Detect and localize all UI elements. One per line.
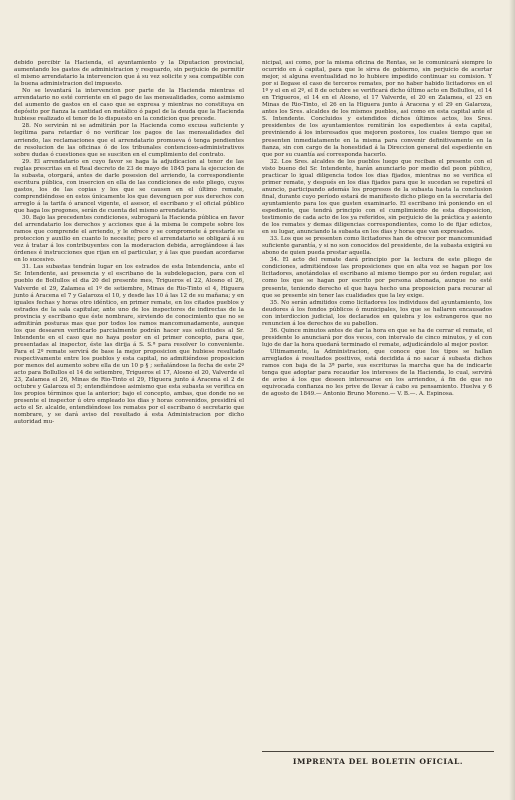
paragraph: 31. Las subastas tendrán lugar en los estrados de esta Intendencia, ante el Sr. Intendente, asi presencia y el escribano de la subdelegacion, para con el pueblo de Bollullos el dia 20 del presente mes, Trigueros el 22, Alosno el 26, Valverde el 29, Zalamea el 1º de setiembre, Minas de Rio-Tinto el 4, Higuera junto á Aracena el 7 y Galaroza el 10, y desde las 10 á las 12 de su mañana; y en iguales fechas y horas otro idéntico, en primer remate, en los citados pueblos y estrados de la sala capitular, ante uno de los inspectores de indirectas de la provincia y escribano que éste nombrare, sirviendo de conocimiento que no se admitirán posturas mas que por todos los ramos mancomunadamente, aunque los que desearen verificarlo parcialmente podrán hacer sus solicitudes al Sr. Intendente en el caso que no haya postor en el primer concepto, para que, presentadas al inspector, éste las dirija á S. S.ª para resolver lo conveniente. Para el 2º remate servirá de base la mejor proposicion que hubiese resultado respectivamente entre los pueblos y esta capital, no admitiéndose proposicion por menos del aumento sobre ella de un 10 p § ; señalándose la fecha de este 2º acto para Bollullos el 14 de setiembre, Trigueros el 17, Alosno el 20, Valverde el 23, Zalamea el 26, Minas de Rio-Tinto el 29, Higuera junto á Aracena el 2 de octubre y Galaroza el 5; entendiéndose asimismo que esta subasta se verifica en los propios términos que la anterior; bajo el concepto, ambas, que donde no se presente el inspector ú otro empleado los dias y horas convenidos, presidirá el acto el Sr. alcalde, entendiéndose los remates por el escribano ó secretario que nombrare, y se dará aviso del resultado á esta Administracion por dicho autoridad mu-	[14, 264, 244, 426]
paragraph: nicipal, asi como, por la misma oficina de Rentas, se le comunicará siempre lo ocurrido en á capital, para que le sirva de gobierno, sin perjuicio de acertar mejor, si alguna eventualidad no lo hubiere impedido continuar su comision. Y por si llegase el caso de terceros remates, por no haber habido licitadores en el 1º y el en el 2º, el 8 de octubre se verificará dicho último acto en Bollullos, el 14 en Trigueros, el 14 en el Alosno, el 17 Valverde, el 20 en Zalamea, el 23 en Minas de Rio-Tinto, el 26 en la Higuera junto á Aracena y el 29 en Galaroza, antes los Sres. alcaldes de los mismos pueblos, asi como en esta capital ante el S. Intendente. Concluidos y estendidos dichos últimos actos, los Sres. presidentes de los ayuntamientos remitirán los espedientes á esta capital, previniendo á los interesados que mejoren postores, los cuales tiempo que se presenten inmediatamente en la misma para convenir definitivamente en la fianza, sin con cargo de la honestidad á la Direccion general del espediente en que por su cuantía así corresponda hacerlo.	[262, 60, 492, 158]
paragraph: Ultimamente, la Administracion, que conoce que los tipos se hallan arreglados á resultados positivos, está decidida á no sacar á subasta dichos ramos con baja de la 3ª parte, sus escrituras la marcha que ha de indicarte tenga que adoptar para recaudar los intereses de la Hacienda, lo cual, servirá de aviso á los que deseen interesarse en los arriendos, á fin de que no equivocada confianza no les prive de llevar á cabo su pensamiento. Huelva y 6 de agosto de 1849.— Antonio Bruno Moreno.— V. B.—. A. Espinosa.	[262, 348, 492, 398]
paragraph: debido percibir la Hacienda, el ayuntamiento y la Diputacion provincial, aumentando los gastos de administracion y resguardo, sin perjuicio de permitir el mismo arrendatario la intervencion que á su vez solicite y sea compatible con la buena administracion del impuesto.	[14, 60, 244, 88]
paragraph: 28. No servirán ni se admitirán por la Hacienda como excusa suficiente y legítima para retardar ó no verificar los pagos de las mensualidades del arriendo, las reclamaciones que el arrendatario promueva ó tenga pendientes de resolucion de las oficinas ó de los tribunales contencioso-administrativos sobre dudas ó cuestiones que se susciten en el cumplimiento del contrato.	[14, 123, 244, 158]
left-text-column	[14, 60, 244, 426]
paragraph: 30. Bajo las precedentes condiciones, subrogará la Hacienda pública en favor del arrendatario los derechos y acciones que á la misma le compete sobre los ramos que comprende el arriendo, y le ofrece y se compromete á prestarle su proteccion y auxilio en cuanto lo necesite; pero el arrendatario se obligará á su vez á tratar á los contribuyentes con la moderacion debida, arreglándose á las órdenes é instrucciones que rijan en el particular, y á las que puedan acordarse en lo sucesivo.	[14, 215, 244, 264]
printer-imprint: IMPRENTA DEL BOLETIN OFICIAL.	[292, 757, 464, 766]
footer-divider	[262, 751, 494, 752]
paragraph: 35. No serán admitidos como licitadores los individuos del ayuntamiento, los deudores á los fondos públicos ó municipales, los que se hallaren encausados con interdiccion judicial, los declarados en quiebra y los estrangeros que no renuncien á los derechos de su pabellon.	[262, 299, 492, 327]
right-text-column	[262, 60, 492, 398]
paragraph: 29. El arrendatario en cuyo favor se haga la adjudicacion al tenor de las reglas prescritas en el Real decreto de 23 de mayo de 1845 para la ejecucion de la subasta, otorgará, antes de darle posesion del arriendo, la correspondiente escritura pública, con insercion en ella de las condiciones de este pliego, cuyos gastos, los de las copias y los que se causen en el último remate, comprendiéndose en estos únicamente los que devenguen por sus derechos con arreglo á la tarifa ó arancel vigente, el asesor, el escribano y el oficial público que haga los pregones, serán de cuenta del mismo arrendatario.	[14, 158, 244, 214]
paragraph: 36. Quince minutos antes de dar la hora en que se ha de cerrar el remate, el presidente lo anunciará por dos veces, con intervalo de cinco minutos, y el con lujo de dar la hora quedará terminado el remate, adjudicándolo al mejor postor.	[262, 327, 492, 348]
paragraph: 33. Los que se presenten como licitadores han de ofrecer por mancomunidad suficiente garantía, y si no son conocidos del presidente, de la subasta exigirá su abono de quien pueda prestar aquella.	[262, 236, 492, 257]
page-edge-shadow	[509, 0, 515, 800]
paragraph: 34. El acto del remate dará principio por la lectura de este pliego de condiciones, admitiéndose las proposiciones que en alta voz se hagan por los licitadores, anotándolas el escribano al mismo tiempo por su órden regular, asi como los que se hagan por escrito por persona abonada, aunque no esté presente, teniendo derecho el que haya hecho una proposicion para recurar al que se presente sin tener las cualidades que la ley exige.	[262, 257, 492, 299]
paragraph: No se levantará la intervencion por parte de la Hacienda mientras el arrendatario no esté corriente en el pago de las mensualidades, como asimismo del aumento de gastos en el caso que se expresa y mientras no constituya en depósito por fianza la cantidad en metálico ó papel de la deuda que la Hacienda hubiese realizado el tenor de lo dispuesto en la condicion que precede.	[14, 88, 244, 123]
paragraph: 32. Los Sres. alcaldes de los pueblos luego que reciban el presente con el visto bueno del Sr. Intendente, harán anunciarlo por medio del peon público, practicar lo igual diligencia todos los dias fijados, mientras no se verifica el primer remate, y después en los dias fijados para que le sucedan se repetirá el anuncio, participando además los progresos de la subasta hasta la conclusion final, durante cuyo período estará de manifiesto dicho pliego en la secretaría del ayuntamiento para los que gusten examinarlo. El escribano irá poniendo en el espediente, que tendrá principio con el cumplimiento de esta disposicion, testimonio de cada acto de los ya referidos, sin perjuicio de la práctica y asiento de los remates y demas diligencias correspondientes, como lo de fijar edictos, en su lugar, anunciando la subasta en los dias y horas que van expresados.	[262, 158, 492, 236]
